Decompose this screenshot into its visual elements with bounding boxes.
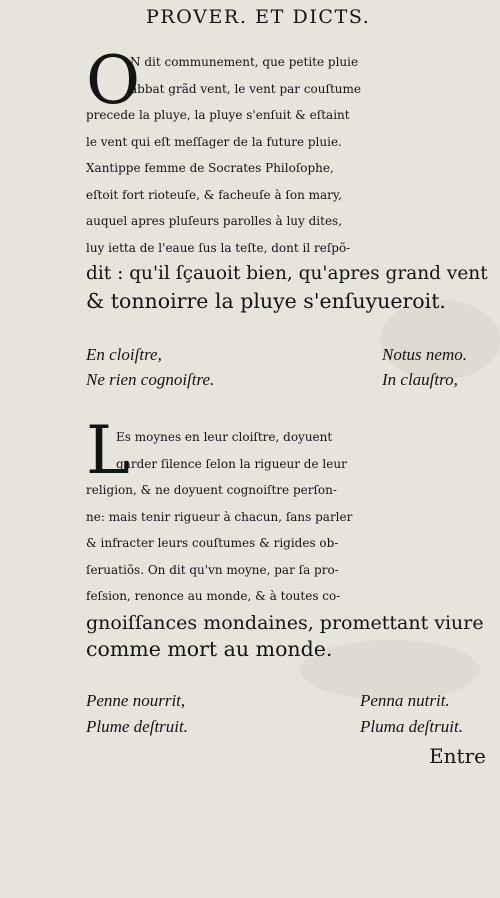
text-line: & tonnoirre la pluye s'enſuyueroit. — [86, 288, 446, 313]
proverb-latin-line: In clauſtro, — [382, 370, 458, 389]
proverb-french-line: Ne rien cognoiſtre. — [86, 370, 215, 389]
catchword: Entre — [429, 744, 486, 768]
text-line: precede la pluye, la pluye s'enſuit & eſtaint — [86, 108, 350, 122]
drop-cap: L — [86, 412, 130, 489]
text-line: garder ſilence ſelon la rigueur de leur — [116, 456, 347, 471]
text-line: N dit communement, que petite pluie — [130, 55, 359, 69]
text-line: le vent qui eſt meſſager de la future pluie. — [86, 134, 342, 149]
text-line: ſeruatiõs. On dit qu'vn moyne, par ſa pro- — [86, 562, 339, 577]
running-title: PROVER. ET DICTS. — [146, 6, 371, 28]
proverb-french-line: En cloiſtre, — [86, 345, 162, 364]
text-line: gnoiſſances mondaines, promettant viure — [86, 611, 484, 634]
text-line: dit : qu'il ſçauoit bien, qu'apres grand vent — [86, 263, 488, 284]
proverb-latin-line: Notus nemo. — [382, 345, 467, 364]
drop-cap: O — [86, 42, 141, 119]
text-line: Es moynes en leur cloiſtre, doyuent — [116, 430, 333, 444]
proverb-french-line: Penne nourrit, — [86, 691, 186, 710]
text-line: feſsion, renonce au monde, & à toutes co- — [86, 589, 341, 603]
proverb-latin-line: Penna nutrit. — [360, 691, 450, 710]
text-line: eſtoit fort rioteuſe, & facheuſe à ſon mary, — [86, 187, 342, 202]
text-line: Xantippe femme de Socrates Philoſophe, — [86, 161, 334, 175]
proverb-french-line: Plume deſtruit. — [86, 717, 188, 736]
text-line: auquel apres pluſeurs parolles à luy dites, — [86, 214, 343, 228]
proverb-latin-line: Pluma deſtruit. — [360, 717, 463, 736]
text-line: religion, & ne doyuent cognoiſtre perſon- — [86, 483, 337, 497]
text-line: luy ietta de l'eaue ſus la teſte, dont il reſpõ- — [86, 240, 351, 255]
text-line: comme mort au monde. — [86, 637, 333, 661]
paragraph-rain-proverb — [86, 42, 488, 314]
text-line: ne: mais tenir rigueur à chacun, ſans parler — [86, 509, 353, 524]
text-line: & infracter leurs couſtumes & rigides ob- — [86, 536, 339, 550]
paragraph-monks — [86, 424, 484, 663]
text-line: abbat grãd vent, le vent par couſtume — [130, 81, 361, 96]
